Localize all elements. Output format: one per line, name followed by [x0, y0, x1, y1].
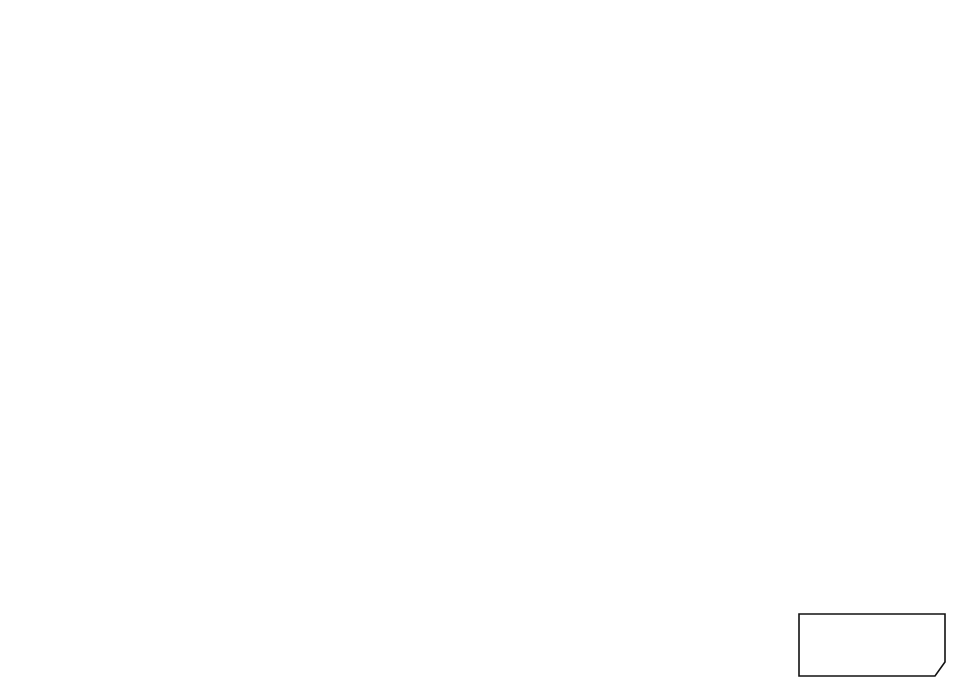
scart-connector-diagram — [795, 600, 953, 692]
scart-connector-outline — [799, 614, 945, 676]
scart-figure — [522, 600, 954, 692]
